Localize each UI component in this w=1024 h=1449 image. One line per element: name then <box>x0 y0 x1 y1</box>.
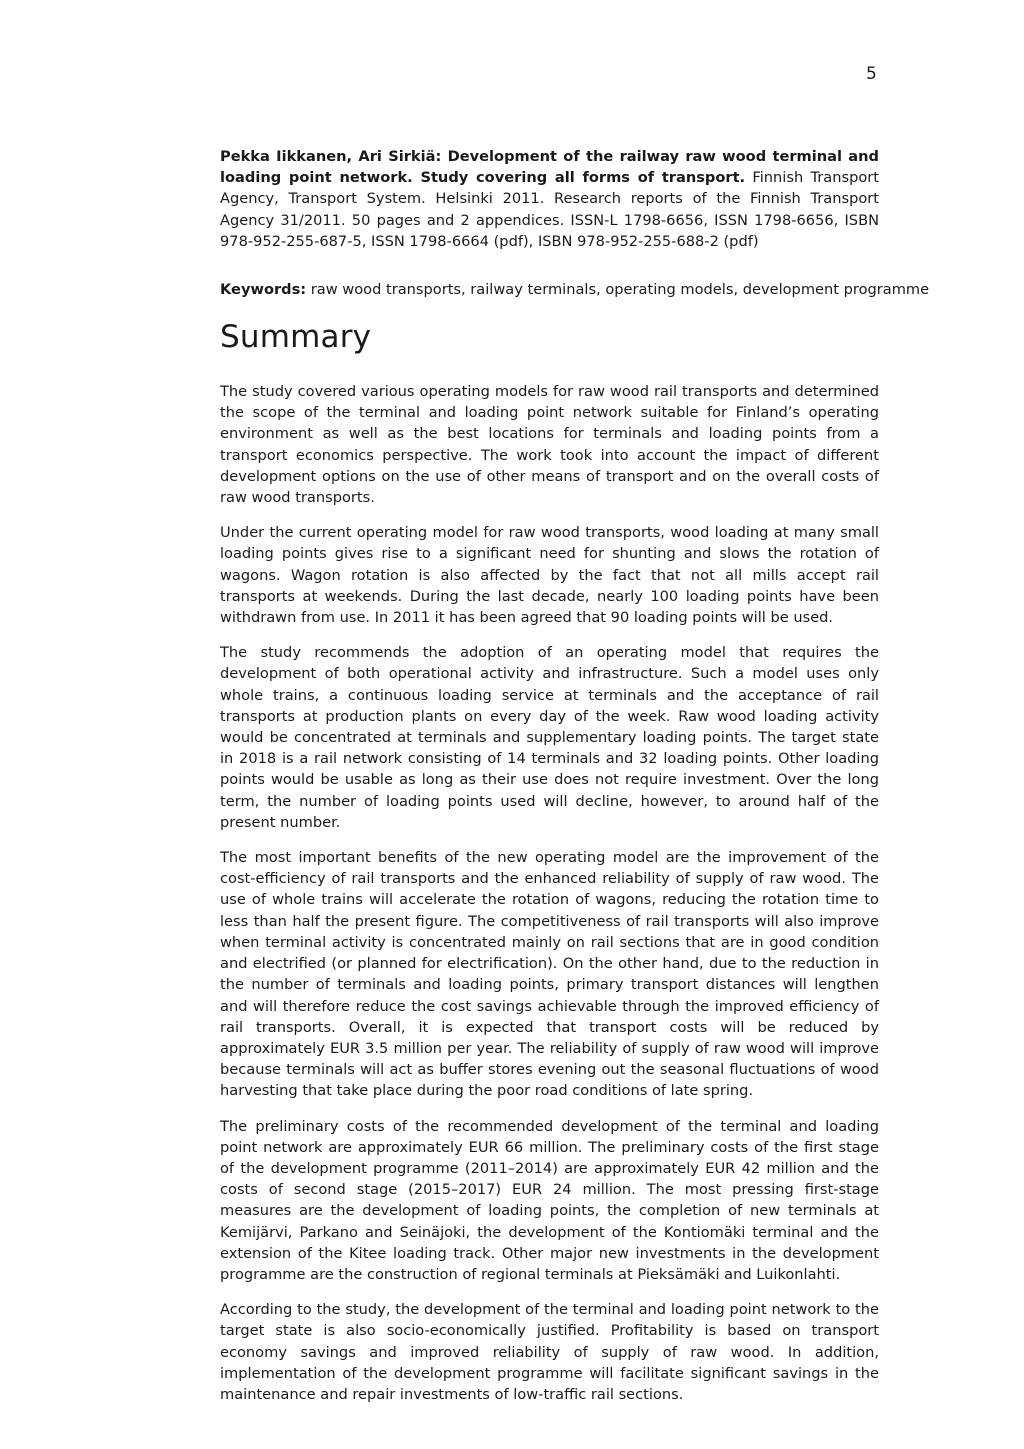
summary-paragraph-3: The study recommends the adoption of an operating model that requires the development of both operational activity and infrastructure. Such a model uses only whole trains, a continuous loading service at terminals and the acceptance of rail transports at production plants on every day of the week. Raw wood loading activity would be concentrated at terminals and supplementary loading points. The target state in 2018 is a rail network consisting of 14 terminals and 32 loading points. Other loading points would be usable as long as their use does not require investment. Over the long term, the number of loading points used will decline, however, to around half of the present number. <box>220 644 879 831</box>
summary-paragraph-2: Under the current operating model for raw wood transports, wood loading at many small loading points gives rise to a significant need for shunting and slows the rotation of wagons. Wagon rotation is also affected by the fact that not all mills accept rail transports at weekends. During the last decade, nearly 100 loading points have been withdrawn from use. In 2011 it has been agreed that 90 loading points will be used. <box>220 524 879 627</box>
summary-paragraph-4: The most important benefits of the new operating model are the improvement of the cost-efficiency of rail transports and the enhanced reliability of supply of raw wood. The use of whole trains will accelerate the rotation of wagons, reducing the rotation time to less than half the present figure. The competitiveness of rail transports will also improve when terminal activity is concentrated mainly on rail sections that are in good condition and electrified (or planned for electrification). On the other hand, due to the reduction in the number of terminals and loading points, primary transport distances will lengthen and will therefore reduce the cost savings achievable through the improved efficiency of rail transports. Overall, it is expected that transport costs will be reduced by approximately EUR 3.5 million per year. The reliability of supply of raw wood will improve because terminals will act as buffer stores evening out the seasonal fluctuations of wood harvesting that take place during the poor road conditions of late spring. <box>220 849 879 1100</box>
bibliographic-citation <box>220 146 879 252</box>
keywords-label: Keywords: <box>220 281 307 299</box>
citation-authors-title: Pekka Iikkanen, Ari Sirkiä: Development of the railway raw wood terminal and loading point network. Study covering all forms of transport. <box>220 148 879 187</box>
keywords-line <box>220 279 930 300</box>
summary-paragraph-6: According to the study, the development of the terminal and loading point network to the target state is also socio-economically justified. Profitability is based on transport economy savings and improved reliability of supply of raw wood. In addition, implementation of the development programme will facilitate significant savings in the maintenance and repair investments of low-traffic rail sections. <box>220 1301 879 1403</box>
summary-paragraph-5: The preliminary costs of the recommended development of the terminal and loading point network are approximately EUR 66 million. The preliminary costs of the first stage of the development programme (2011–2014) are approximately EUR 42 million and the costs of second stage (2015–2017) EUR 24 million. The most pressing first-stage measures are the development of loading points, the completion of new terminals at Kemijärvi, Parkano and Seinäjoki, the development of the Kontiomäki terminal and the extension of the Kitee loading track. Other major new investments in the development programme are the construction of regional terminals at Pieksämäki and Luikonlahti. <box>220 1117 879 1283</box>
page-content <box>220 146 930 1419</box>
summary-paragraph-1: The study covered various operating models for raw wood rail transports and determined the scope of the terminal and loading point network suitable for Finland’s operating environment as well as the best locations for terminals and loading points from a transport economics perspective. The work took into account the impact of different development options on the use of other means of transport and on the overall costs of raw wood transports. <box>220 383 879 507</box>
keywords-text: raw wood transports, railway terminals, operating models, development programme <box>306 281 930 299</box>
summary-heading: Summary <box>220 319 372 356</box>
citation-details: Finnish Transport Agency, Transport System. Helsinki 2011. Research reports of the Finnish Transport Agency 31/2011. 50 pages and 2 appendices. ISSN-L 1798-6656, ISSN 1798-6656, ISBN 978-952-255-687-5, ISSN 1798-6664 (pdf), ISBN 978-952-255-688-2 (pdf) <box>220 169 879 250</box>
page-number: 5 <box>866 64 877 84</box>
